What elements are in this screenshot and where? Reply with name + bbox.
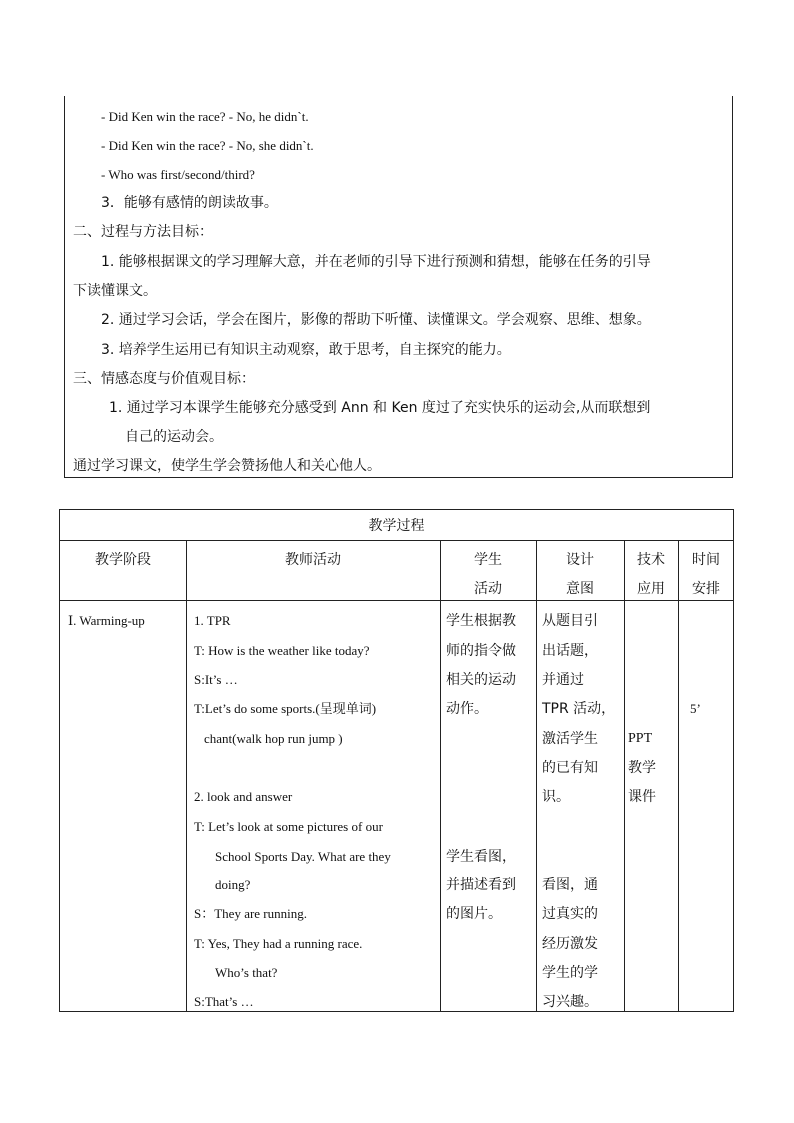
teacher-line: chant(walk hop run jump )	[204, 731, 343, 746]
teacher-line: 2. look and answer	[194, 789, 293, 804]
design-line: 习兴趣。	[542, 994, 598, 1010]
header-stage: 教学阶段	[95, 552, 151, 568]
student-line: 动作。	[446, 701, 488, 717]
objective-line: 1. 能够根据课文的学习理解大意，并在老师的引导下进行预测和猜想，能够在任务的引导	[101, 254, 651, 270]
header-tech: 应用	[637, 581, 665, 597]
header-time: 安排	[692, 581, 720, 597]
design-line: 识。	[542, 789, 570, 805]
teaching-process-table	[59, 509, 734, 1012]
tech-line: 课件	[628, 789, 656, 805]
objective-line: 3．能够有感情的朗读故事。	[101, 195, 278, 211]
objective-line: 通过学习课文，使学生学会赞扬他人和关心他人。	[73, 458, 381, 474]
student-line: 学生看图，	[446, 849, 516, 865]
tech-line: 教学	[628, 760, 656, 776]
objective-line: 1. 通过学习本课学生能够充分感受到 Ann 和 Ken 度过了充实快乐的运动会,从而联想到	[109, 400, 651, 416]
objective-line: - Did Ken win the race? - No, she didn`t.	[101, 138, 314, 153]
design-line: 学生的学	[542, 965, 598, 981]
student-line: 并描述看到	[446, 877, 516, 893]
header-tech: 技术	[637, 552, 665, 568]
teacher-line: T: Yes, They had a running race.	[194, 936, 363, 951]
objective-line: 2. 通过学习会话，学会在图片，影像的帮助下听懂、读懂课文。学会观察、思维、想象。	[101, 312, 651, 328]
design-line: TPR 活动，	[542, 701, 616, 717]
stage-label: Ⅰ. Warming-up	[68, 613, 145, 628]
design-line: 从题目引	[542, 613, 598, 629]
student-line: 学生根据教	[446, 613, 516, 629]
tech-line: PPT	[628, 731, 653, 746]
objective-line: - Who was first/second/third?	[101, 167, 255, 182]
header-design: 意图	[566, 581, 594, 597]
design-line: 出话题，	[542, 643, 598, 659]
table-title: 教学过程	[368, 518, 425, 534]
student-line: 的图片。	[446, 906, 502, 922]
header-design: 设计	[566, 552, 594, 568]
design-line: 的已有知	[542, 760, 598, 776]
objective-line: 自己的运动会。	[125, 429, 223, 445]
student-line: 相关的运动	[446, 672, 516, 688]
teacher-line: T: How is the weather like today?	[194, 643, 370, 658]
design-line: 激活学生	[542, 731, 598, 747]
objective-line: 下读懂课文。	[73, 283, 157, 299]
header-student: 学生	[474, 552, 502, 568]
header-teacher: 教师活动	[285, 552, 341, 568]
teacher-line: T: Let’s look at some pictures of our	[194, 819, 383, 834]
header-time: 时间	[692, 552, 720, 568]
teacher-line: S：They are running.	[194, 906, 308, 921]
teacher-line: S:That’s …	[194, 994, 254, 1009]
section-heading: 三、情感态度与价值观目标：	[73, 371, 255, 387]
teacher-line: doing?	[215, 877, 251, 892]
teacher-line: S:It’s …	[194, 672, 238, 687]
student-line: 师的指令做	[446, 643, 516, 659]
design-line: 看图，通	[542, 877, 598, 893]
teacher-line: Who’s that?	[215, 965, 278, 980]
design-line: 并通过	[542, 672, 584, 688]
teacher-line: T:Let’s do some sports.(呈现单词)	[194, 701, 377, 716]
design-line: 过真实的	[542, 906, 598, 922]
teacher-line: School Sports Day. What are they	[215, 849, 391, 864]
objective-line: 3. 培养学生运用已有知识主动观察，敢于思考，自主探究的能力。	[101, 342, 511, 358]
objectives-box	[64, 96, 733, 478]
time-value: 5’	[690, 701, 701, 716]
teacher-line: 1. TPR	[194, 613, 231, 628]
objective-line: - Did Ken win the race? - No, he didn`t.	[101, 109, 309, 124]
header-student: 活动	[474, 581, 502, 597]
section-heading: 二、过程与方法目标：	[73, 224, 213, 240]
design-line: 经历激发	[542, 936, 598, 952]
